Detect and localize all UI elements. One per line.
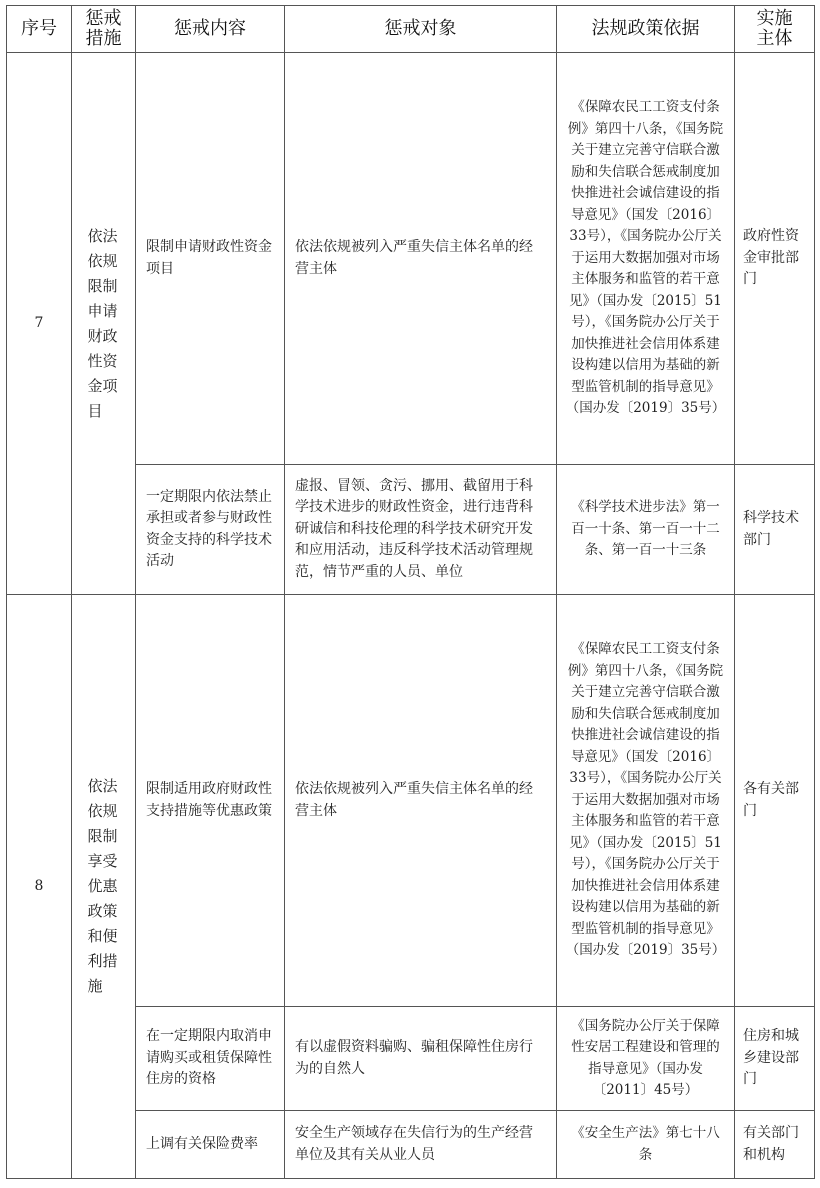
header-content: 惩戒内容 — [136, 6, 285, 53]
header-measure: 惩戒措施 — [72, 6, 136, 53]
disciplinary-measures-table — [6, 5, 815, 1179]
agent-cell: 政府性资金审批部门 — [735, 53, 815, 465]
target-cell: 虚报、冒领、贪污、挪用、截留用于科学技术进步的财政性资金，进行违背科研诚信和科技伦理的科学技术研究开发和应用活动，违反科学技术活动管理规范，情节严重的人员、单位 — [285, 465, 557, 595]
header-basis: 法规政策依据 — [557, 6, 735, 53]
basis-cell: 《科学技术进步法》第一百一十条、第一百一十二条、第一百一十三条 — [557, 465, 735, 595]
header-agent: 实施主体 — [735, 6, 815, 53]
header-row — [7, 6, 815, 53]
header-seq: 序号 — [7, 6, 72, 53]
target-cell: 依法依规被列入严重失信主体名单的经营主体 — [285, 595, 557, 1007]
seq-cell: 8 — [7, 595, 72, 1179]
agent-cell: 有关部门和机构 — [735, 1111, 815, 1179]
agent-cell: 各有关部门 — [735, 595, 815, 1007]
table-row — [7, 53, 815, 465]
target-cell: 依法依规被列入严重失信主体名单的经营主体 — [285, 53, 557, 465]
basis-cell: 《安全生产法》第七十八条 — [557, 1111, 735, 1179]
measure-cell: 依法依规限制申请财政性资金项目 — [72, 53, 136, 595]
basis-cell: 《保障农民工工资支付条例》第四十八条，《国务院关于建立完善守信联合激励和失信联合惩戒制度加快推进社会诚信建设的指导意见》（国发〔2016〕33号），《国务院办公厅关于运用大数据加强对市场主体服务和监管的若干意见》（国办发〔2015〕51号），《国务院办公厅关于加快推进社会信用体系建设构建以信用为基础的新型监管机制的指导意见》（国办发〔2019〕35号） — [557, 53, 735, 465]
table-row — [7, 595, 815, 1007]
content-cell: 上调有关保险费率 — [136, 1111, 285, 1179]
agent-cell: 住房和城乡建设部门 — [735, 1007, 815, 1111]
content-cell: 在一定期限内取消申请购买或租赁保障性住房的资格 — [136, 1007, 285, 1111]
basis-cell: 《保障农民工工资支付条例》第四十八条，《国务院关于建立完善守信联合激励和失信联合惩戒制度加快推进社会诚信建设的指导意见》（国发〔2016〕33号），《国务院办公厅关于运用大数据加强对市场主体服务和监管的若干意见》（国办发〔2015〕51号），《国务院办公厅关于加快推进社会信用体系建设构建以信用为基础的新型监管机制的指导意见》（国办发〔2019〕35号） — [557, 595, 735, 1007]
measure-cell: 依法依规限制享受优惠政策和便利措施 — [72, 595, 136, 1179]
header-target: 惩戒对象 — [285, 6, 557, 53]
content-cell: 限制适用政府财政性支持措施等优惠政策 — [136, 595, 285, 1007]
content-cell: 限制申请财政性资金项目 — [136, 53, 285, 465]
seq-cell: 7 — [7, 53, 72, 595]
agent-cell: 科学技术部门 — [735, 465, 815, 595]
content-cell: 一定期限内依法禁止承担或者参与财政性资金支持的科学技术活动 — [136, 465, 285, 595]
basis-cell: 《国务院办公厅关于保障性安居工程建设和管理的指导意见》（国办发〔2011〕45号） — [557, 1007, 735, 1111]
target-cell: 有以虚假资料骗购、骗租保障性住房行为的自然人 — [285, 1007, 557, 1111]
target-cell: 安全生产领域存在失信行为的生产经营单位及其有关从业人员 — [285, 1111, 557, 1179]
